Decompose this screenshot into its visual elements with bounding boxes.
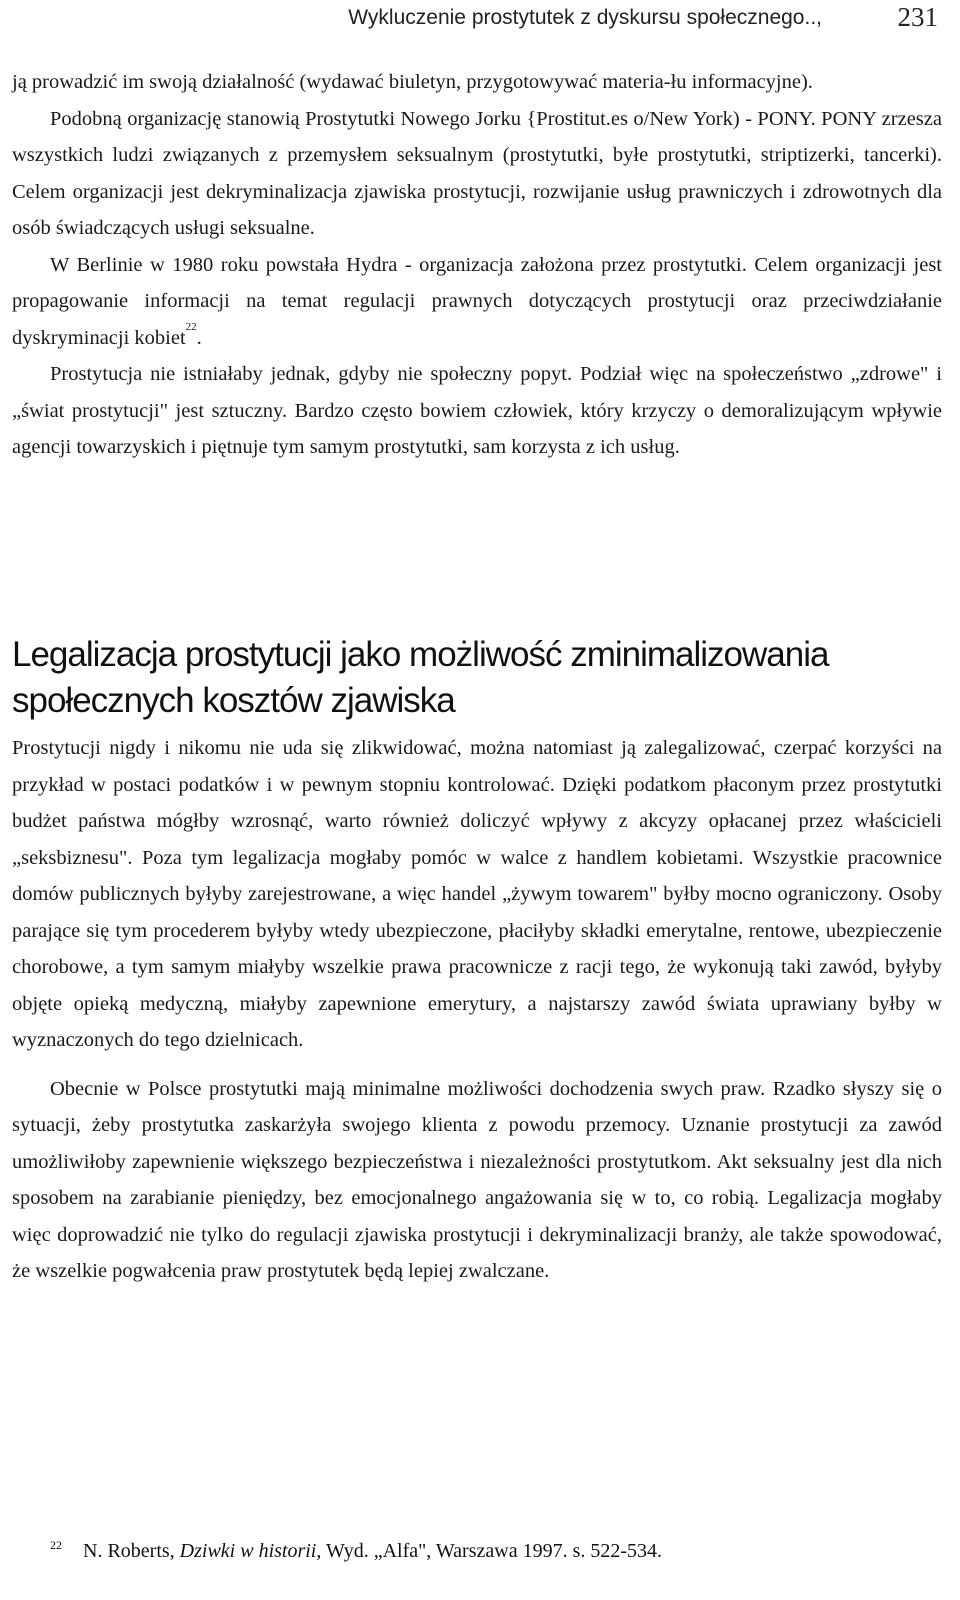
running-head	[0, 0, 948, 44]
footnote-author: N. Roberts,	[83, 1540, 175, 1562]
footnote-reference: 22	[185, 320, 197, 333]
footnote-number: 22	[50, 1538, 62, 1552]
section-heading: Legalizacja prostytucji jako możliwość zminimalizowania społecznych kosztów zjawiska	[12, 635, 829, 720]
paragraph-hydra-end: .	[196, 326, 202, 349]
paragraph-pony: Podobną organizację stanowią Prostytutki Nowego Jorku {Prostitut.es o/New York) - PONY. PONY zrzesza wszystkich ludzi związanych z przemysłem seksualnym (prostytutki, byłe prostytutki, striptizerki, tancerki). Celem organizacji jest dekryminalizacja zjawiska prostytucji, rozwijanie usług prawniczych i zdrowotnych dla osób świadczących usługi seksualne.	[12, 107, 942, 239]
page-number: 231	[897, 2, 938, 32]
paragraph-continuation: ją prowadzić im swoją działalność (wydawać biuletyn, przygotowywać materia-łu informacyjne).	[12, 71, 813, 93]
paragraph-poland: Obecnie w Polsce prostytutki mają minimalne możliwości dochodzenia swych praw. Rzadko słyszy się o sytuacji, żeby prostytutka zaskarżyła swojego klienta z powodu przemocy. Uznanie prostytucji za zawód umożliwiłoby zapewnienie większego bezpieczeństwa i niezależności prostytutkom. Akt seksualny jest dla nich sposobem na zarabianie pieniędzy, bez emocjonalnego angażowania się w to, co robią. Legalizacja mogłaby więc doprowadzić nie tylko do regulacji zjawiska prostytucji i dekryminalizacji branży, ale także spowodować, że wszelkie pogwałcenia praw prostytutek będą lepiej zwalczane.	[12, 1077, 942, 1282]
paragraph-demand: Prostytucja nie istniałaby jednak, gdyby nie społeczny popyt. Podział więc na społeczeństwo „zdrowe" i „świat prostytucji" jest sztuczny. Bardzo często bowiem człowiek, który krzyczy o demoralizującym wpływie agencji towarzyskich i piętnuje tym samym prostytutki, sam korzysta z ich usług.	[12, 363, 942, 458]
footnote	[50, 1540, 662, 1563]
text-block-top	[12, 64, 942, 466]
text-block-bottom	[12, 730, 942, 1290]
footnote-details: Wyd. „Alfa", Warszawa 1997. s. 522-534.	[326, 1540, 663, 1562]
running-title: Wykluczenie prostytutek z dyskursu społecznego..,	[348, 6, 822, 29]
paragraph-hydra-text: W Berlinie w 1980 roku powstała Hydra - organizacja założona przez prostytutki. Celem organizacji jest propagowanie informacji na temat regulacji prawnych dotyczących prostytucji oraz przeciwdziałanie dyskryminacji kobiet	[12, 253, 942, 349]
paragraph-hydra	[12, 247, 942, 357]
paragraph-legalization: Prostytucji nigdy i nikomu nie uda się zlikwidować, można natomiast ją zalegalizować, czerpać korzyści na przykład w postaci podatków i w pewnym stopniu kontrolować. Dzięki podatkom płaconym przez prostytutki budżet państwa mógłby wzrosnąć, warto również doliczyć wpływy z akcyzy opłacanej przez właścicieli „seksbiznesu". Poza tym legalizacja mogłaby pomóc w walce z handlem kobietami. Wszystkie pracownice domów publicznych byłyby zarejestrowane, a więc handel „żywym towarem" byłby mocno ograniczony. Osoby parające się tym procederem byłyby wtedy ubezpieczone, płaciłyby składki emerytalne, rentowe, ubezpieczenie chorobowe, a tym samym miałyby wszelkie prawa pracownicze z racji tego, że wykonują taki zawód, byłyby objęte opieką medyczną, miałyby zapewnione emerytury, a najstarszy zawód świata uprawiany byłby w wyznaczonych do tego dzielnicach.	[12, 737, 942, 1051]
footnote-title: Dziwki w historii,	[179, 1540, 322, 1562]
